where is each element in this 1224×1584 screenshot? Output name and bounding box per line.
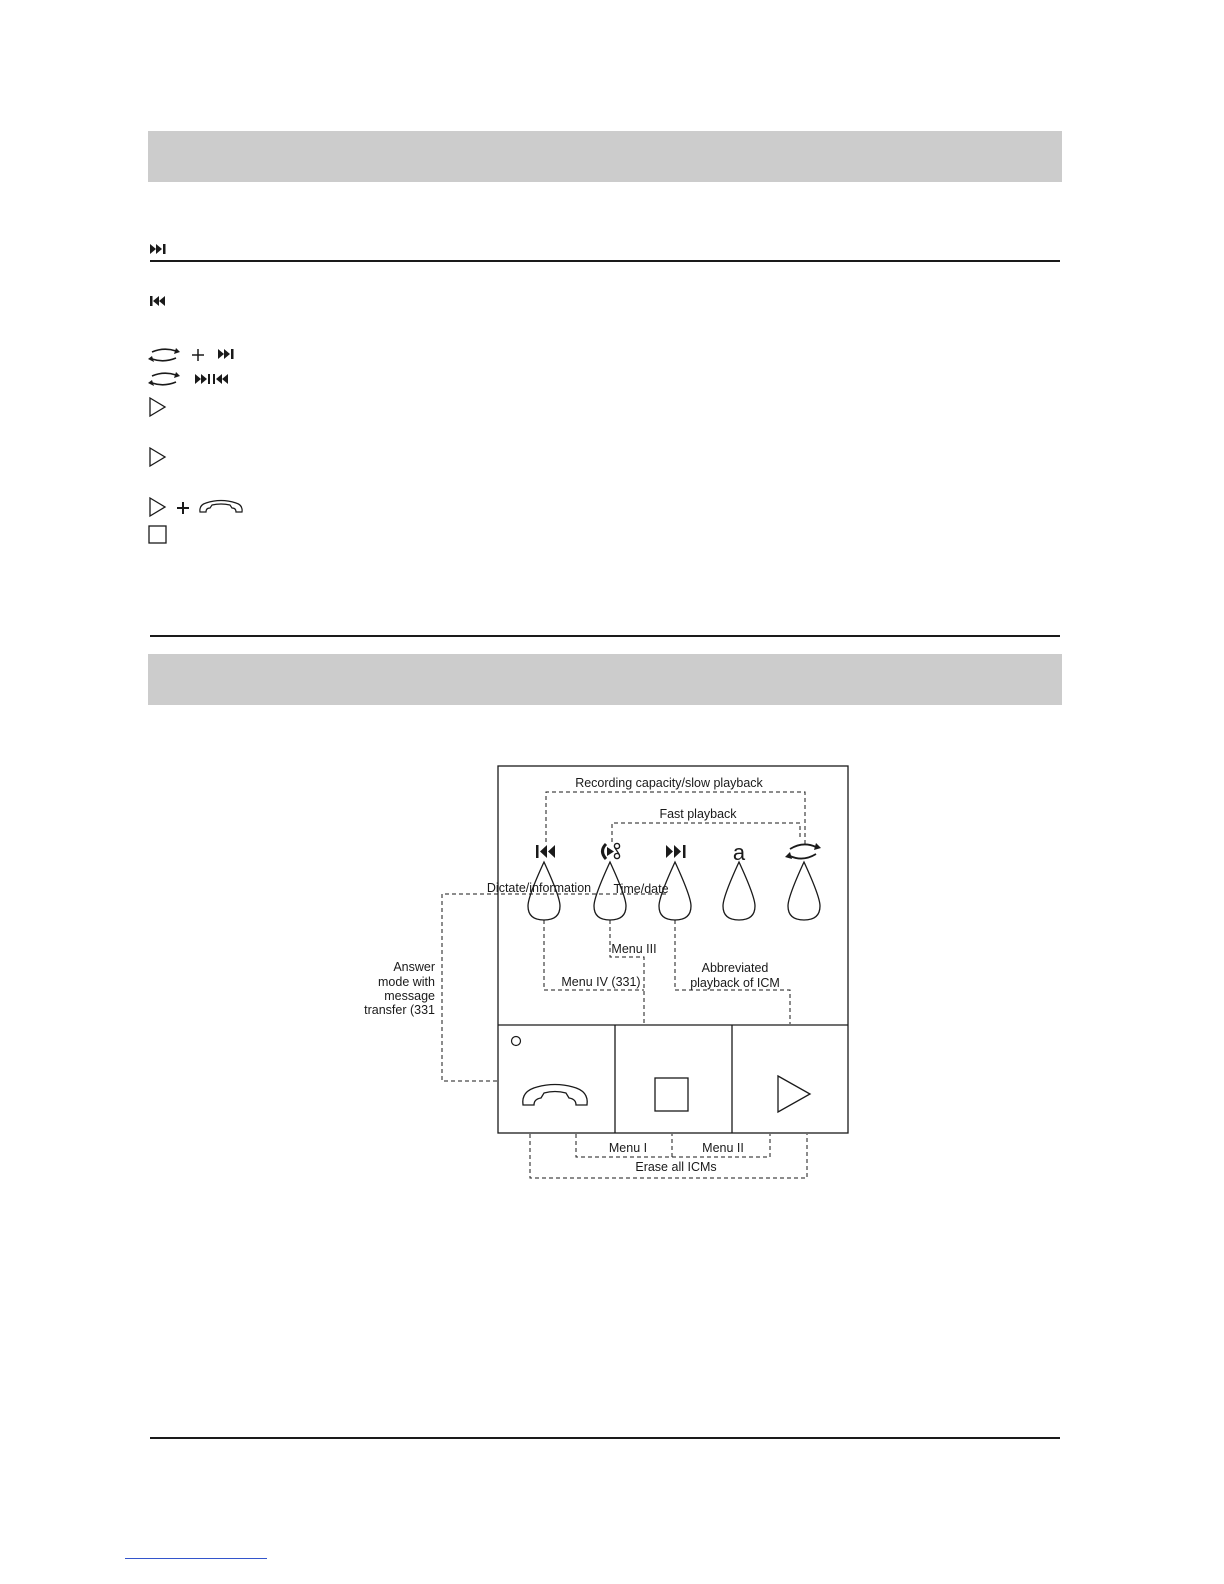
menu-iii-label: Menu III: [611, 942, 657, 956]
key-skip-forward-icon: [666, 845, 686, 858]
play-button-icon: [778, 1076, 810, 1112]
menu-i-label: Menu I: [608, 1141, 648, 1155]
dictate-information-label: Dictate/information: [486, 881, 592, 895]
indicator-led-icon: [512, 1037, 521, 1046]
menu-iii-connector: [610, 920, 644, 1024]
stop-button-icon: [655, 1078, 688, 1111]
key-repeat: [788, 862, 820, 920]
key-skip-back-icon: [536, 845, 555, 858]
answer-mode-label-line2: mode with: [378, 975, 435, 989]
fast-playback-connector: [612, 823, 800, 842]
key-play-phone-icon: [603, 843, 620, 859]
key-repeat-icon: [785, 843, 821, 859]
abbreviated-label-line2: playback of ICM: [690, 976, 780, 990]
erase-all-label: Erase all ICMs: [635, 1160, 717, 1174]
handset-button-icon: [523, 1085, 587, 1106]
answer-mode-label-line1: Answer: [393, 960, 435, 974]
abbreviated-label-line1: Abbreviated: [701, 961, 769, 975]
answer-mode-label-line4: transfer (331: [364, 1003, 435, 1017]
menu-ii-label: Menu II: [702, 1141, 744, 1155]
footer-link-underline[interactable]: [125, 1558, 267, 1559]
time-date-label: Time/date: [613, 882, 669, 896]
recording-capacity-label: Recording capacity/slow playback: [575, 776, 763, 790]
answer-mode-label-line3: message: [384, 989, 435, 1003]
key-a: [723, 862, 755, 920]
fast-playback-label: Fast playback: [659, 807, 737, 821]
key-a-label: a: [732, 840, 746, 865]
menu-iv-label: Menu IV (331): [561, 975, 641, 989]
